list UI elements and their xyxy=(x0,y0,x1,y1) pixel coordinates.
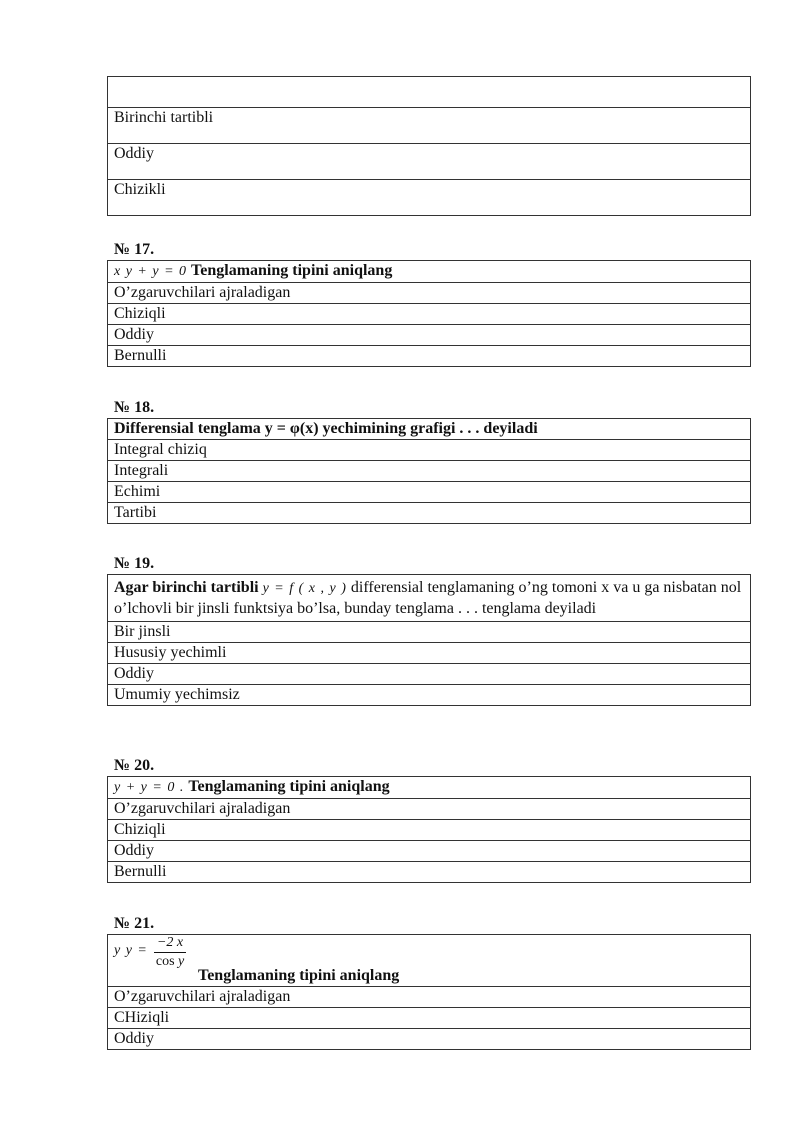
fraction-denominator xyxy=(154,953,186,971)
answer-option: Bernulli xyxy=(108,346,751,367)
answer-option: Oddiy xyxy=(108,841,751,862)
answer-option: Hususiy yechimli xyxy=(108,643,751,664)
answer-option: O’zgaruvchilari ajraladigan xyxy=(108,987,751,1008)
top-answer-table xyxy=(107,76,751,216)
question-21 xyxy=(107,914,751,1050)
denominator-variable: y xyxy=(178,954,185,969)
answer-option: Echimi xyxy=(108,482,751,503)
table-row: Oddiy xyxy=(108,144,751,180)
table-row: Chizikli xyxy=(108,180,751,216)
equation: x y + y = 0 xyxy=(114,264,188,279)
question-number: № 19. xyxy=(114,555,155,572)
question-text: Tenglamaning tipini aniqlang xyxy=(188,778,390,795)
equation: y + y = 0 . xyxy=(114,780,185,795)
answer-option: Tartibi xyxy=(108,503,751,524)
question-number: № 21. xyxy=(114,915,155,932)
question-number: № 18. xyxy=(114,399,155,416)
equation-fraction xyxy=(154,935,186,972)
table-row xyxy=(108,77,751,108)
answer-option: O’zgaruvchilari ajraladigan xyxy=(108,799,751,820)
question-text: Agar birinchi tartibli xyxy=(114,579,259,596)
table-row: Birinchi tartibli xyxy=(108,108,751,144)
question-18 xyxy=(107,398,751,524)
answer-option: Oddiy xyxy=(108,325,751,346)
answer-option: Oddiy xyxy=(108,664,751,685)
answer-option: Chiziqli xyxy=(108,820,751,841)
question-text: Tenglamaning tipini aniqlang xyxy=(198,967,400,984)
answer-option: Bernulli xyxy=(108,862,751,883)
answer-option: O’zgaruvchilari ajraladigan xyxy=(108,283,751,304)
answer-option: Chiziqli xyxy=(108,304,751,325)
question-text-cell xyxy=(108,575,751,622)
question-text-cell xyxy=(108,935,751,987)
question-17 xyxy=(107,240,751,367)
answer-option: Oddiy xyxy=(108,1029,751,1050)
question-text-cell xyxy=(108,777,751,799)
answer-option: CHiziqli xyxy=(108,1008,751,1029)
answer-option: Integral chiziq xyxy=(108,440,751,461)
question-number: № 17. xyxy=(114,241,155,258)
answer-option: Bir jinsli xyxy=(108,622,751,643)
question-20 xyxy=(107,756,751,883)
question-text-cell xyxy=(108,261,751,283)
question-text: Tenglamaning tipini aniqlang xyxy=(191,262,393,279)
fraction-numerator: −2 x xyxy=(154,935,186,954)
denominator-function: cos xyxy=(155,954,175,969)
answer-option: Umumiy yechimsiz xyxy=(108,685,751,706)
question-19 xyxy=(107,554,751,706)
question-text-rest: differensial tenglamaning o’ng tomoni x va u ga nisbatan nol o’lchovli bir jinsli funktsiya bo’lsa, bunday tenglama . . . tenglama deyiladi xyxy=(114,579,742,617)
equation: y = f ( x , y ) xyxy=(262,581,347,596)
question-text: Differensial tenglama y = φ(x) yechimining grafigi . . . deyiladi xyxy=(108,419,751,440)
answer-option: Integrali xyxy=(108,461,751,482)
equation: y y = xyxy=(114,943,148,958)
question-number: № 20. xyxy=(114,757,155,774)
